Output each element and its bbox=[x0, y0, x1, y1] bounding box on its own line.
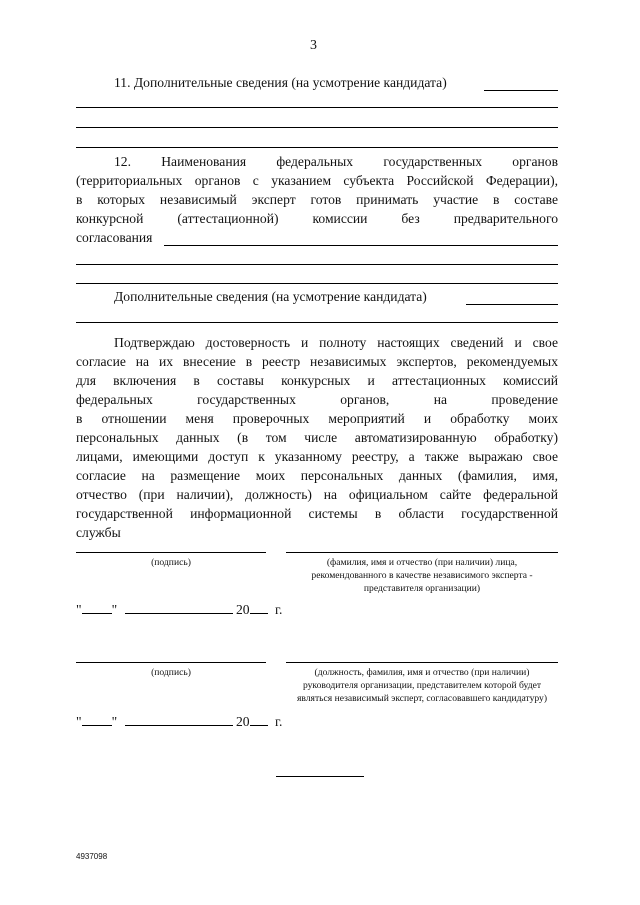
date-2-year-suffix: г. bbox=[274, 714, 283, 729]
additional-info-fill-line bbox=[466, 304, 558, 305]
consent-last-line: службы bbox=[76, 525, 121, 540]
name-2-caption-line-1: (должность, фамилия, имя и отчество (при наличии) bbox=[314, 667, 530, 678]
additional-info-line bbox=[76, 322, 558, 323]
section-12-line-1: 12. Наименования федеральных государственных органов bbox=[114, 154, 558, 169]
section-11-line-2 bbox=[76, 127, 558, 128]
section-11-text: 11. Дополнительные сведения (на усмотрение кандидата) bbox=[114, 75, 447, 90]
date-2-quote-close: " bbox=[111, 714, 118, 729]
footer-code: 4937098 bbox=[76, 852, 108, 861]
additional-info-label: Дополнительные сведения (на усмотрение кандидата) bbox=[114, 289, 427, 304]
section-12-line-1-fill bbox=[76, 264, 558, 265]
date-1-year-prefix: 20 bbox=[235, 602, 250, 617]
date-1 bbox=[76, 600, 282, 619]
section-12-line-2: (территориальных органов с указанием субъекта Российской Федерации), bbox=[76, 173, 558, 188]
date-2-year-prefix: 20 bbox=[235, 714, 250, 729]
section-11-label bbox=[114, 73, 447, 92]
name-1-caption-line-3: представителя организации) bbox=[363, 583, 481, 594]
section-12-last-label: согласования bbox=[76, 230, 153, 245]
consent-line-5: в отношении меня проверочных мероприятий и обработку моих bbox=[76, 411, 558, 426]
section-12-line-3: в которых независимый эксперт готов принимать участие в составе bbox=[76, 192, 558, 207]
consent-line-1: Подтверждаю достоверность и полноту настоящих сведений и свое bbox=[114, 335, 558, 350]
name-1-line bbox=[286, 552, 558, 553]
end-separator bbox=[276, 776, 364, 777]
signature-1-caption: (подпись) bbox=[151, 557, 191, 568]
consent-paragraph bbox=[76, 333, 558, 542]
consent-line-3: для включения в составы конкурсных и аттестационных комиссий bbox=[76, 373, 558, 388]
name-1-caption-line-2: рекомендованного в качестве независимого эксперта - bbox=[311, 570, 533, 581]
name-2-line bbox=[286, 662, 558, 663]
consent-line-8: согласие на размещение моих персональных данных (фамилия, имя, bbox=[76, 468, 558, 483]
section-11-line-1 bbox=[76, 107, 558, 108]
name-2-caption-line-2: руководителя организации, представителем которой будет bbox=[302, 680, 542, 691]
signature-1-line bbox=[76, 552, 266, 553]
signature-2-caption: (подпись) bbox=[151, 667, 191, 678]
signature-2-line bbox=[76, 662, 266, 663]
name-2-caption-line-3: являться независимый эксперт, согласовавшего кандидатуру) bbox=[296, 693, 548, 704]
section-12-line-4: конкурсной (аттестационной) комиссии без предварительного bbox=[76, 211, 558, 226]
name-2-caption bbox=[272, 666, 572, 705]
name-1-caption-line-1: (фамилия, имя и отчество (при наличии) лица, bbox=[326, 557, 518, 568]
name-1-caption bbox=[286, 556, 558, 595]
date-1-quote-close: " bbox=[111, 602, 118, 617]
date-1-year-suffix: г. bbox=[274, 602, 283, 617]
section-11-line-3 bbox=[76, 147, 558, 148]
section-11-fill-line bbox=[484, 90, 558, 91]
consent-line-4: федеральных государственных органов, на проведение bbox=[76, 392, 558, 407]
date-2 bbox=[76, 712, 282, 731]
consent-line-10: государственной информационной системы в области государственной bbox=[76, 506, 558, 521]
consent-line-7: лицами, имеющими доступ к указанному реестру, а также выражаю свое bbox=[76, 449, 558, 464]
consent-line-2: согласие на их внесение в реестр независимых экспертов, рекомендуемых bbox=[76, 354, 558, 369]
date-2-quote-open: " bbox=[76, 714, 82, 729]
date-1-quote-open: " bbox=[76, 602, 82, 617]
page-number: 3 bbox=[310, 38, 317, 53]
consent-line-6: персональных данных (в том числе автоматизированную обработку) bbox=[76, 430, 558, 445]
consent-line-9: отчество (при наличии), должность) на официальном сайте федеральной bbox=[76, 487, 558, 502]
section-12-fill-line bbox=[164, 245, 558, 246]
section-12-block bbox=[76, 152, 558, 247]
section-12-line-2-fill bbox=[76, 283, 558, 284]
